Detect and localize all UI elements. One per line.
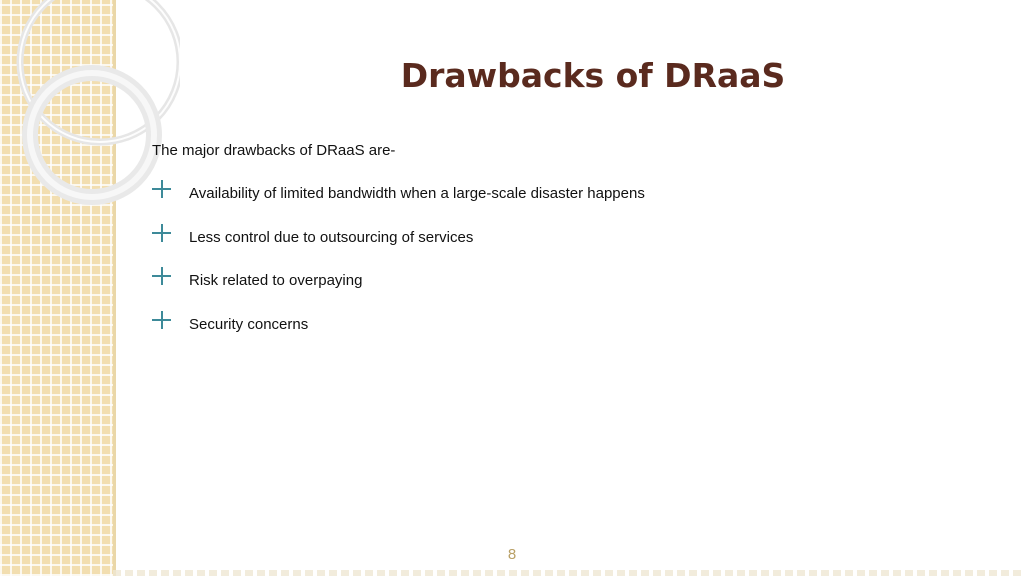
plus-icon	[150, 265, 172, 287]
bullet-text: Availability of limited bandwidth when a large-scale disaster happens	[189, 185, 645, 202]
plus-icon	[150, 309, 172, 331]
bullet-list	[150, 178, 645, 352]
bullet-text: Risk related to overpaying	[189, 272, 363, 289]
page-number: 8	[507, 546, 517, 563]
plus-icon	[150, 178, 172, 200]
intro-text: The major drawbacks of DRaaS are-	[152, 142, 396, 159]
bullet-item	[150, 309, 645, 353]
plus-icon	[150, 222, 172, 244]
bullet-item	[150, 222, 645, 266]
bottom-decorative-strip	[113, 570, 1024, 576]
slide-title: Drawbacks of DRaaS	[400, 56, 786, 95]
bullet-text: Less control due to outsourcing of services	[189, 228, 474, 246]
bullet-text: Security concerns	[189, 315, 309, 333]
bullet-item	[150, 178, 645, 222]
bullet-item	[150, 265, 645, 309]
